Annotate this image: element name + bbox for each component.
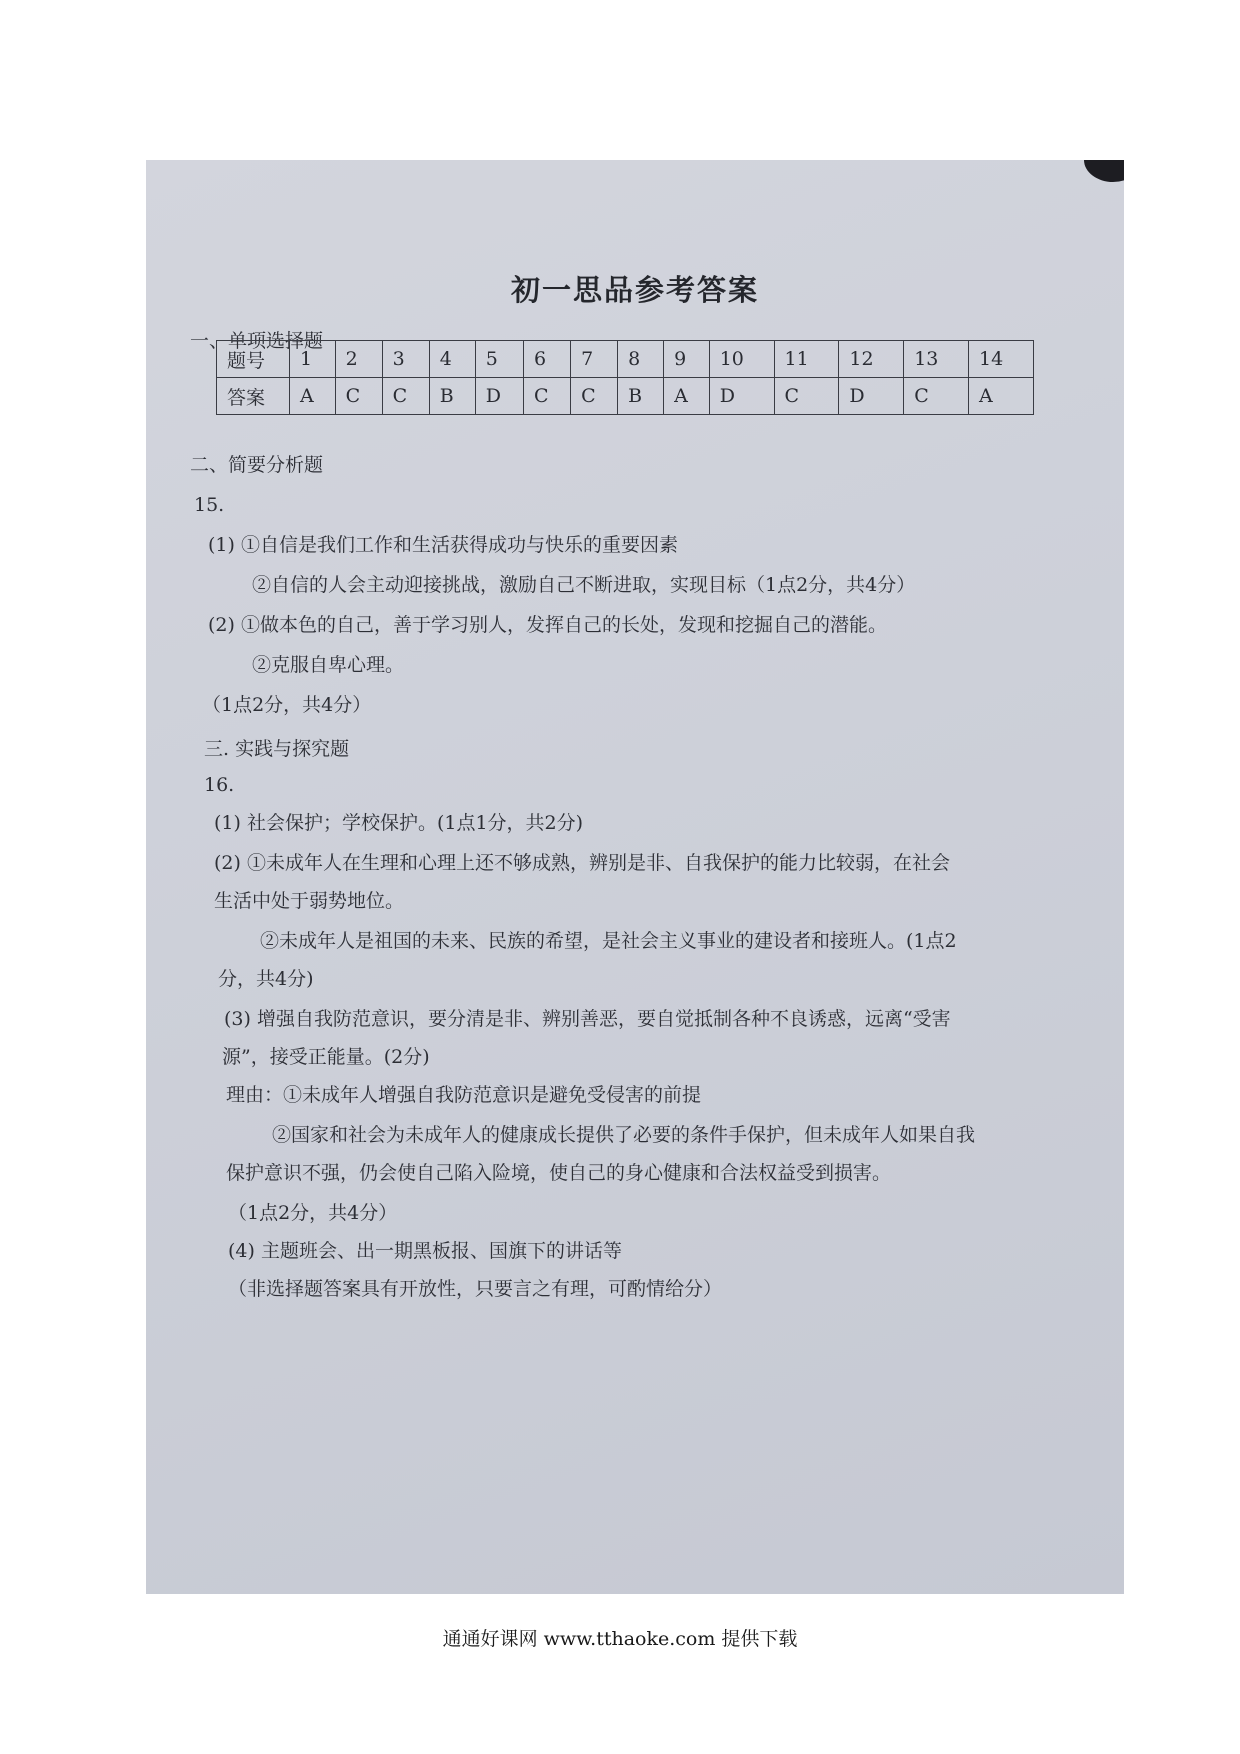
- q16-line: 源”，接受正能量。(2分): [222, 1046, 430, 1068]
- section-2-heading: 二、简要分析题: [190, 454, 324, 476]
- answer-cell: B: [618, 378, 664, 415]
- q15-line: ②克服自卑心理。: [252, 654, 405, 676]
- q15-line: ②自信的人会主动迎接挑战，激励自己不断进取，实现目标（1点2分，共4分）: [252, 574, 916, 596]
- answer-cell: A: [664, 378, 710, 415]
- section-1-heading: 一、单项选择题: [190, 330, 324, 352]
- answer-cell: D: [839, 378, 904, 415]
- question-number: 3: [382, 341, 429, 378]
- question-number: 14: [969, 341, 1034, 378]
- section-3-heading: 三. 实践与探究题: [204, 738, 350, 760]
- answer-cell: A: [969, 378, 1034, 415]
- q16-line: 生活中处于弱势地位。: [214, 890, 405, 912]
- answer-cell: C: [774, 378, 839, 415]
- question-number: 8: [618, 341, 664, 378]
- q16-line: (3) 增强自我防范意识，要分清是非、辨别善恶，要自觉抵制各种不良诱惑，远离“受害: [224, 1008, 951, 1030]
- page-title: 初一思品参考答案: [510, 273, 759, 307]
- corner-mark: [1084, 160, 1124, 182]
- answer-cell: D: [709, 378, 774, 415]
- question-number: 7: [571, 341, 618, 378]
- question-15-number: 15.: [194, 494, 225, 516]
- q16-line: (2) ①未成年人在生理和心理上还不够成熟，辨别是非、自我保护的能力比较弱，在社会: [214, 852, 950, 874]
- answer-table: [216, 340, 1034, 415]
- row-label-answer: 答案: [217, 378, 290, 415]
- answer-cell: C: [382, 378, 429, 415]
- question-number-row: [217, 341, 1034, 378]
- question-number: 2: [335, 341, 382, 378]
- question-number: 4: [429, 341, 475, 378]
- q16-line: 理由：①未成年人增强自我防范意识是避免受侵害的前提: [226, 1084, 702, 1106]
- answer-row: [217, 378, 1034, 415]
- download-footer: 通通好课网 www.tthaoke.com 提供下载: [442, 1628, 798, 1650]
- question-number: 12: [839, 341, 904, 378]
- q15-line: (1) ①自信是我们工作和生活获得成功与快乐的重要因素: [208, 534, 678, 556]
- question-number: 11: [774, 341, 839, 378]
- answer-cell: C: [335, 378, 382, 415]
- q16-line: （1点2分，共4分）: [228, 1202, 398, 1224]
- answer-cell: C: [571, 378, 618, 415]
- answer-cell: A: [290, 378, 336, 415]
- question-number: 1: [290, 341, 336, 378]
- q16-line: (4) 主题班会、出一期黑板报、国旗下的讲话等: [228, 1240, 622, 1262]
- question-number: 9: [664, 341, 710, 378]
- answer-cell: D: [475, 378, 523, 415]
- question-number: 13: [904, 341, 969, 378]
- q15-line: （1点2分，共4分）: [202, 694, 372, 716]
- question-16-number: 16.: [204, 774, 235, 796]
- document-photo: [146, 160, 1124, 1594]
- q16-line: ②未成年人是祖国的未来、民族的希望，是社会主义事业的建设者和接班人。(1点2: [260, 930, 957, 952]
- question-number: 10: [709, 341, 774, 378]
- answer-cell: B: [429, 378, 475, 415]
- answer-cell: C: [904, 378, 969, 415]
- question-number: 5: [475, 341, 523, 378]
- question-number: 6: [524, 341, 571, 378]
- q15-line: (2) ①做本色的自己，善于学习别人，发挥自己的长处，发现和挖掘自己的潜能。: [208, 614, 887, 636]
- q16-line: （非选择题答案具有开放性，只要言之有理，可酌情给分）: [228, 1278, 723, 1300]
- row-label-number: 题号: [217, 341, 290, 378]
- q16-line: 分，共4分): [218, 968, 314, 990]
- q16-line: (1) 社会保护；学校保护。(1点1分，共2分): [214, 812, 584, 834]
- answer-cell: C: [524, 378, 571, 415]
- q16-line: ②国家和社会为未成年人的健康成长提供了必要的条件手保护，但未成年人如果自我: [272, 1124, 976, 1146]
- q16-line: 保护意识不强，仍会使自己陷入险境，使自己的身心健康和合法权益受到损害。: [226, 1162, 892, 1184]
